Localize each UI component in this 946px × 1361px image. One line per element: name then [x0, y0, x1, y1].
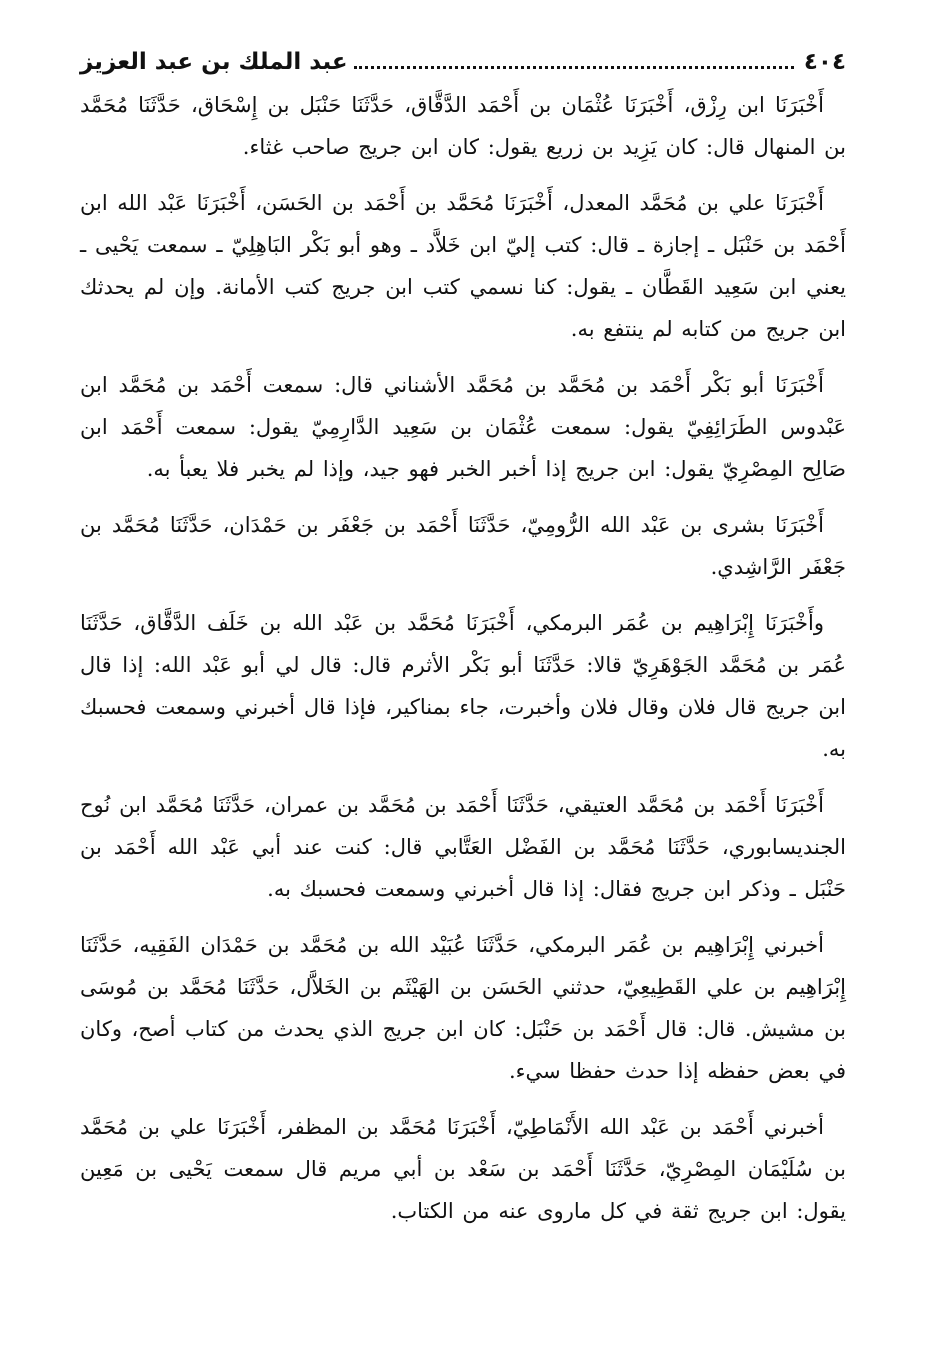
- header-dot-leader: [354, 44, 794, 69]
- running-title: عبد الملك بن عبد العزيز: [80, 49, 348, 75]
- paragraph: أَخْبَرَنَا أبو بَكْر أَحْمَد بن مُحَمَّد بن مُحَمَّد الأشناني قال: سمعت أَحْمَد بن مُحَمَّد ابن عَبْدوس الطَرَائِفِيّ يقول: سمعت عُثْمَان بن سَعِيد الدَّارِمِيّ يقول: سمعت أَحْمَد ابن صَالِح المِصْرِيّ يقول: ابن جريج إذا أخبر الخبر فهو جيد، وإذا لم يخبر فلا يعبأ به.: [80, 373, 846, 481]
- body-text: [80, 84, 846, 1232]
- paragraph: أَخْبَرَنَا علي بن مُحَمَّد المعدل، أَخْبَرَنَا مُحَمَّد بن أَحْمَد بن الحَسَن، أَخْبَرَنَا عَبْد الله ابن أَحْمَد بن حَنْبَل ـ إجازة ـ قال: كتب إليّ ابن خَلاَّد ـ وهو أبو بَكْر البَاهِلِيّ ـ سمعت يَحْيى ـ يعني ابن سَعِيد القَطَّان ـ يقول: كنا نسمي كتب ابن جريج كتب الأمانة. وإن لم يحدثك ابن جريج من كتابه لم ينتفع به.: [80, 191, 846, 341]
- running-header: [80, 40, 846, 84]
- paragraph: أخبرني إِبْرَاهِيم بن عُمَر البرمكي، حَدَّثَنَا عُبَيْد الله بن مُحَمَّد بن حَمْدَان الفَقِيه، حَدَّثَنَا إِبْرَاهِيم بن علي القَطِيعِيّ، حدثني الحَسَن بن الهَيْثَم بن الخَلاَّل، حَدَّثَنَا مُحَمَّد بن مُوسَى بن مشيش. قال: قال أَحْمَد بن حَنْبَل: كان ابن جريج الذي يحدث من كتاب أصح، وكان في بعض حفظه إذا حدث حفظا سيء.: [80, 933, 846, 1083]
- paragraph: أَخْبَرَنَا ابن رِزْق، أَخْبَرَنَا عُثْمَان بن أَحْمَد الدَّقَّاق، حَدَّثَنَا حَنْبَل بن إِسْحَاق، حَدَّثَنَا مُحَمَّد بن المنهال قال: كان يَزِيد بن زريع يقول: كان ابن جريج صاحب غثاء.: [80, 93, 846, 159]
- page-number: ٤٠٤: [803, 49, 846, 75]
- paragraph: وأَخْبَرَنَا إِبْرَاهِيم بن عُمَر البرمكي، أَخْبَرَنَا مُحَمَّد بن عَبْد الله بن خَلَف الدَّقَّاق، حَدَّثَنَا عُمَر بن مُحَمَّد الجَوْهَرِيّ قالا: حَدَّثَنَا أبو بَكْر الأثرم قال: قال لي أبو عَبْد الله: إذا قال ابن جريج قال فلان وقال فلان وأخبرت، جاء بمناكير، فإذا قال أخبرني وسمعت فحسبك به.: [80, 611, 846, 761]
- paragraph: أخبرني أَحْمَد بن عَبْد الله الأَنْمَاطِيّ، أَخْبَرَنَا مُحَمَّد بن المظفر، أَخْبَرَنَا علي بن مُحَمَّد بن سُلَيْمَان المِصْرِيّ، حَدَّثَنَا أَحْمَد بن سَعْد بن أبي مريم قال سمعت يَحْيى بن مَعِين يقول: ابن جريج ثقة في كل ماروى عنه من الكتاب.: [80, 1115, 846, 1223]
- paragraph: أَخْبَرَنَا بشرى بن عَبْد الله الرُّومِيّ، حَدَّثَنَا أَحْمَد بن جَعْفَر بن حَمْدَان، حَدَّثَنَا مُحَمَّد بن جَعْفَر الرَّاشِدي.: [80, 513, 846, 579]
- paragraph: أَخْبَرَنَا أَحْمَد بن مُحَمَّد العتيقي، حَدَّثَنَا أَحْمَد بن مُحَمَّد بن عمران، حَدَّثَنَا مُحَمَّد ابن نُوح الجنديسابوري، حَدَّثَنَا مُحَمَّد بن الفَضْل العَتَّابي قال: كنت عند أبي عَبْد الله أَحْمَد بن حَنْبَل ـ وذكر ابن جريج فقال: إذا قال أخبرني وسمعت فحسبك به.: [80, 793, 846, 901]
